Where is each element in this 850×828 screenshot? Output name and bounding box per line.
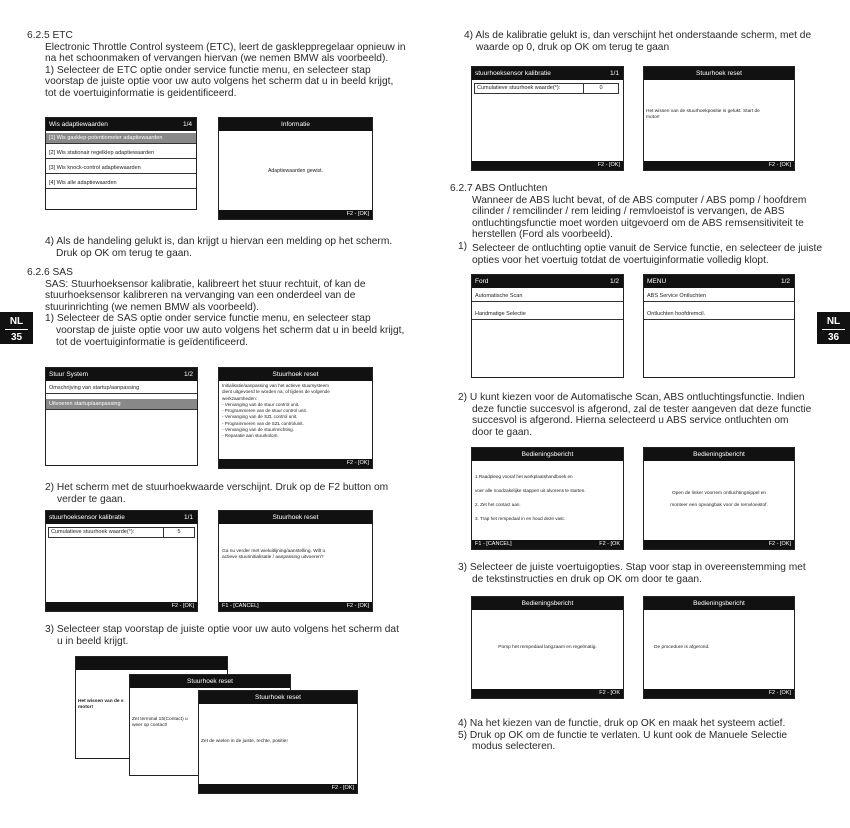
- paragraph-line: voorstap de juiste optie voor uw auto volgens het scherm dat u in beeld krijgt,: [45, 76, 394, 88]
- screen-title: MENU: [647, 278, 667, 285]
- paragraph-line: stuurhoeksensor kalibreren na vervanging van een onderdeel van de: [45, 290, 356, 302]
- abs-step1-text: [472, 243, 822, 266]
- section-heading: 6.2.7 ABS Ontluchten: [450, 183, 548, 194]
- paragraph-line: 2) U kunt kiezen voor de Automatische Scan, ABS ontluchtingsfunctie. Indien: [458, 392, 805, 403]
- abs-step3: [458, 562, 806, 585]
- screen-page: 1/2: [609, 278, 619, 285]
- screen-stuurhoeksensor-kalibratie: [45, 510, 198, 612]
- screen-page: 1/1: [183, 514, 193, 521]
- page-number: 35: [5, 329, 28, 343]
- screen-message: Het wissen van de stuurhoekpositie is gelukt. Start de motor!: [646, 109, 760, 121]
- paragraph-line: 5) Druk op OK om de functie te verlaten. U kunt ook de Manuele Selectie: [458, 729, 788, 741]
- paragraph-line: 3) Selecteer de juiste voertuigopties. Stap voor stap in overeenstemming met: [458, 562, 806, 573]
- value-field: 5: [163, 527, 195, 538]
- ok-softkey[interactable]: F2 - [OK]: [597, 162, 620, 168]
- list-item[interactable]: [1] Wis gasklep-potentiometer adaptiewaarden: [46, 133, 196, 144]
- screen-title: Stuurhoek reset: [272, 514, 319, 521]
- paragraph-line: verder te gaan.: [57, 493, 126, 505]
- page-tab-right: [817, 312, 850, 344]
- screen-title: Bedieningsbericht: [521, 451, 574, 458]
- ok-softkey[interactable]: F2 - [OK: [599, 541, 620, 547]
- screen-message: De procedure is afgerond.: [654, 645, 710, 650]
- screen-title: Bedieningsbericht: [693, 600, 745, 607]
- screen-bedieningsbericht-1: [471, 447, 624, 550]
- screen-message: Open de linker voorrem ontluchtingnippel en monteer een opvangbak voor de remvloeistof.: [670, 491, 768, 508]
- value-field: 0: [583, 83, 619, 94]
- screen-title: stuurhoeksensor kalibratie: [49, 514, 125, 521]
- screen-page: 1/2: [780, 278, 790, 285]
- screen-title: Stuurhoek reset: [272, 371, 319, 378]
- paragraph-line: 3) Selecteer stap voorstap de juiste optie voor uw auto volgens het scherm dat: [45, 624, 399, 635]
- lang-label: NL: [9, 316, 24, 327]
- screen-menu: [643, 274, 795, 378]
- screen-message: Zet de wielen in de juiste, rechte, positie!: [201, 739, 288, 744]
- paragraph-line: waarde op 0, druk op OK om terug te gaan: [476, 41, 670, 53]
- abs-section: [450, 183, 806, 241]
- paragraph-line: voorstap de juiste optie voor uw auto volgens het scherm dat u in beeld krijgt,: [56, 324, 405, 336]
- paragraph-line: tot de voertuiginformatie is geïdentificeerd.: [56, 336, 248, 348]
- list-item[interactable]: Automatische Scan: [472, 291, 623, 302]
- paragraph-line: na het schoonmaken of vervangen hiervan (we nemen BMW als voorbeeld).: [45, 53, 389, 65]
- paragraph-line: Wanneer de ABS lucht bevat, of de ABS computer / ABS pomp / hoofdrem: [472, 194, 807, 206]
- paragraph-line: Druk op OK om terug te gaan.: [56, 247, 192, 259]
- screen-title: Wis adaptiewaarden: [49, 121, 108, 128]
- sas-step4: [464, 30, 811, 53]
- screen-message: Adaptiewaarden gewist.: [267, 168, 324, 174]
- paragraph-line: 4) Na het kiezen van de functie, druk op OK en maak het systeem actief.: [458, 718, 786, 729]
- list-item[interactable]: [4] Wis alle adaptiewaarden: [46, 178, 196, 189]
- screen-stuurhoek-reset-info: [218, 367, 373, 469]
- paragraph-line: modus selecteren.: [472, 741, 556, 753]
- screen-page: 1/1: [609, 70, 619, 77]
- screen-stuur-system: [45, 367, 198, 466]
- section-heading: 6.2.5 ETC: [27, 30, 73, 41]
- screen-message: Pomp het rempedaal langzaam en regelmatig.: [498, 645, 597, 650]
- screen-message: Zet terminal 15(Contact) u weer op contact!: [132, 717, 188, 729]
- screen-title: Ford: [475, 278, 489, 285]
- screen-title: Informatie: [281, 121, 310, 128]
- list-item[interactable]: [3] Wis knock-control adaptiewaarden: [46, 163, 196, 174]
- abs-step45: [458, 718, 787, 753]
- step-number: 1): [458, 241, 468, 252]
- value-label: Cumulatieve stuurhoek waarde(°):: [474, 83, 584, 94]
- screen-title: Stuur System: [49, 371, 89, 378]
- screen-bedieningsbericht-3: [471, 596, 624, 699]
- screen-title: Bedieningsbericht: [693, 451, 745, 458]
- list-item[interactable]: Handmatige Selectie: [472, 309, 623, 320]
- value-label: Cumulatieve stuurhoek waarde(°):: [48, 527, 164, 538]
- ok-softkey[interactable]: F2 - [OK]: [331, 785, 354, 791]
- paragraph-line: 1) Selecteer de ETC optie onder service functie menu, en selecteer stap: [45, 64, 371, 76]
- screen-wis-adaptiewaarden: [45, 117, 197, 210]
- ok-softkey[interactable]: F2 - [OK]: [768, 162, 791, 168]
- screen-stack-front: [198, 690, 358, 794]
- ok-softkey[interactable]: F2 - [OK]: [768, 541, 791, 547]
- screen-stuurhoek-reset-confirm: [218, 510, 373, 612]
- paragraph-line: ontluchtingsfunctie moet worden uitgevoerd om de ABS remsensitiviteit te: [472, 217, 804, 229]
- paragraph-line: Electronic Throttle Control systeem (ETC), leert de gaskleppregelaar opnieuw in: [45, 41, 406, 53]
- section-heading: 6.2.6 SAS: [27, 267, 73, 278]
- sas-step2: [45, 482, 388, 505]
- screen-ford: [471, 274, 624, 378]
- screen-title: Stuurhoek reset: [187, 678, 233, 685]
- ok-softkey[interactable]: F2 - [OK]: [768, 690, 791, 696]
- paragraph-line: succesvol is afgerond. Hierna selecteerd u ABS service ontluchten om: [472, 415, 789, 427]
- abs-step1: [458, 241, 467, 253]
- ok-softkey[interactable]: F2 - [OK]: [346, 460, 369, 466]
- paragraph-line: deze functie succesvol is afgerond, zal de tester aangeven dat deze functie: [472, 403, 812, 415]
- screen-informatie: [218, 117, 373, 220]
- etc-section: [27, 30, 406, 100]
- screen-page: 1/2: [183, 371, 193, 378]
- paragraph-line: 4) Als de handeling gelukt is, dan krijgt u hiervan een melding op het scherm.: [45, 236, 393, 247]
- paragraph-line: tot de voertuiginformatie is geidentificeerd.: [45, 87, 237, 99]
- page-number: 36: [822, 329, 845, 343]
- screen-title: Bedieningsbericht: [521, 600, 574, 607]
- screen-kalibratie-result: [471, 66, 624, 171]
- paragraph-line: stuurinrichting (we nemen BMW als voorbeeld).: [45, 301, 260, 313]
- lang-label: NL: [826, 316, 841, 327]
- paragraph-line: SAS: Stuurhoeksensor kalibratie, kalibreert het stuur rechtuit, of kan de: [45, 278, 366, 290]
- paragraph-line: Selecteer de ontluchting optie vanuit de Service functie, en selecteer de juiste: [472, 243, 822, 254]
- list-item[interactable]: [2] Wis stationair regelklep adaptiewaarden: [46, 148, 196, 159]
- paragraph-line: u in beeld krijgt.: [57, 635, 129, 647]
- screen-message: Ga nu verder met wieluitlijning/aanstelling. Wilt u actieve stuurinitialisatie / aanpassing uitvoeren?: [222, 549, 326, 561]
- abs-step2: [458, 392, 811, 438]
- screen-title: Stuurhoek reset: [255, 694, 301, 701]
- paragraph-line: door te gaan.: [472, 426, 533, 438]
- ok-softkey[interactable]: F2 - [OK]: [346, 603, 369, 609]
- paragraph-line: cilinder / remcilinder / rem leiding / remvloeistof is vervangen, de ABS: [472, 206, 785, 218]
- etc-step4: [45, 236, 392, 259]
- list-item[interactable]: Omschrijving van startup/aanpassing: [46, 383, 197, 394]
- list-item[interactable]: Uitvoeren startup/aanpassing: [46, 399, 197, 410]
- screen-title: stuurhoeksensor kalibratie: [475, 70, 551, 77]
- list-item[interactable]: ABS Service Ontluchten: [644, 291, 794, 302]
- list-item[interactable]: Ontluchten hoofdremcil.: [644, 309, 794, 320]
- cancel-softkey[interactable]: F1 - [CANCEL]: [222, 603, 259, 609]
- paragraph-line: de tekstinstructies en druk op OK om door te gaan.: [472, 573, 702, 585]
- screen-message: Initialisatie/aanpassing van het actieve stuursysteem dient uitgevoerd te worden na, of tijdens de volgende werkzaamheden: - Vervanging van de stuur control unit. - Programmeren van de stuur control unit. - Vervanging van de SZL control unit. - Programmeren van de SZL controlunit. - Vervanging van de stuurinrichting. - Reparatie aan stuurkolom.: [222, 383, 330, 439]
- ok-softkey[interactable]: F2 - [OK: [599, 690, 620, 696]
- ok-softkey[interactable]: F2 - [OK]: [171, 603, 194, 609]
- sas-section: [27, 267, 404, 348]
- paragraph-line: 2) Het scherm met de stuurhoekwaarde verschijnt. Druk op de F2 button om: [45, 482, 389, 493]
- screen-message: Het wissen van de s motor!: [78, 699, 124, 711]
- cancel-softkey[interactable]: F1 - [CANCEL]: [475, 541, 512, 547]
- sas-step3: [45, 624, 399, 647]
- ok-softkey[interactable]: F2 - [OK]: [346, 211, 369, 217]
- screen-message: 1.Raadpleeg vooraf het werkplaatshandboek en voer alle noodzakelijke stappen uit alvorens te starten. 2. Zet het contact aan. 3. Trap het rempedaal in en houd deze vast.: [475, 474, 586, 521]
- screen-bedieningsbericht-4: [643, 596, 795, 699]
- screen-page: 1/4: [182, 121, 192, 128]
- paragraph-line: 4) Als de kalibratie gelukt is, dan verschijnt het onderstaande scherm, met de: [464, 30, 812, 41]
- paragraph-line: 1) Selecteer de SAS optie onder service functie menu, en selecteer stap: [45, 313, 371, 325]
- screen-title: Stuurhoek reset: [696, 70, 742, 77]
- paragraph-line: herstellen (Ford als voorbeeld).: [472, 229, 613, 241]
- paragraph-line: opties voor het voertuig totdat de voertuiginformatie volledig klopt.: [472, 254, 769, 266]
- screen-stuurhoek-reset-done: [643, 66, 795, 171]
- screen-bedieningsbericht-2: [643, 447, 795, 550]
